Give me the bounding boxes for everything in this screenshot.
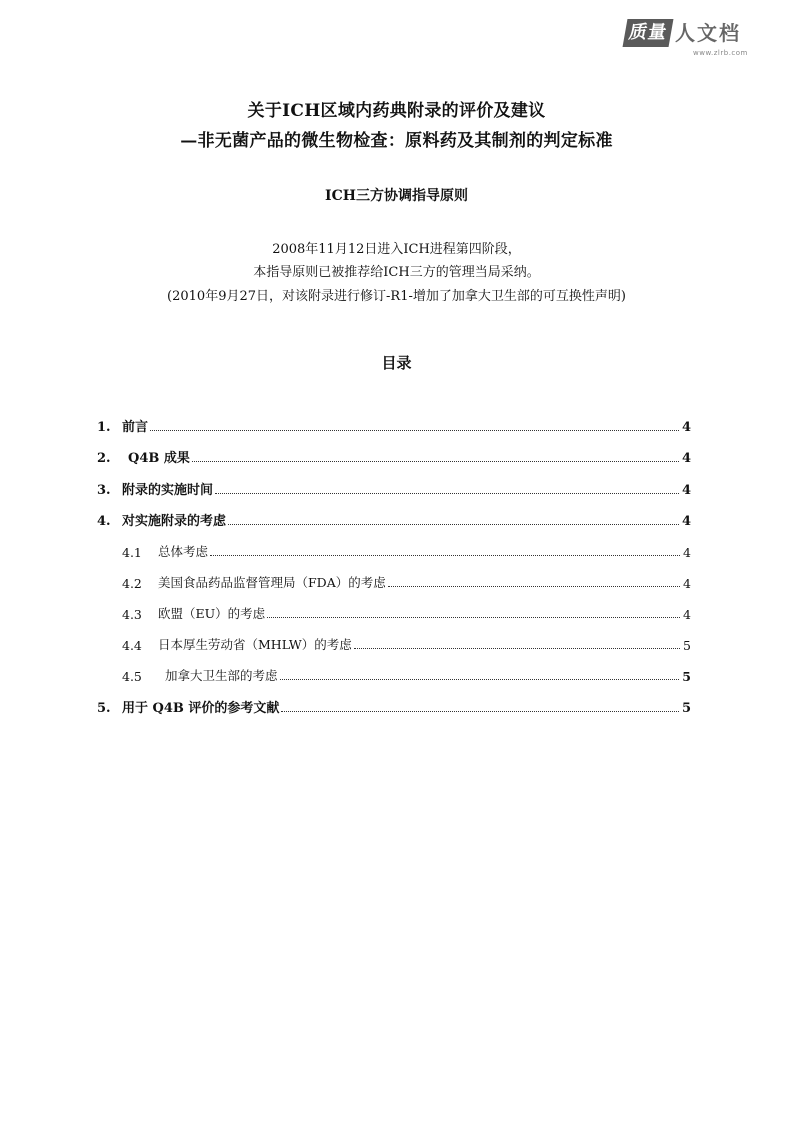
toc-entry-label: 用于 Q4B 评价的参考文献	[122, 701, 280, 716]
toc-entry-implementation-time[interactable]	[97, 478, 691, 498]
toc-entry-number: 2.	[97, 451, 111, 466]
toc-entry-page: 4	[683, 545, 691, 560]
toc-entry-mhlw-considerations[interactable]	[97, 633, 691, 653]
toc-entry-page: 4	[683, 576, 691, 591]
toc-leader-dots	[215, 492, 679, 494]
toc-entry-number: 4.	[97, 514, 111, 529]
toc-entry-references[interactable]	[97, 696, 691, 716]
toc-entry-q4b-outcome[interactable]	[97, 446, 691, 466]
logo-badge: 质量	[623, 19, 674, 47]
toc-leader-dots	[354, 647, 680, 649]
toc-entry-label: 加拿大卫生部的考虑	[165, 668, 278, 683]
toc-entry-label: 日本厚生劳动省（MHLW）的考虑	[158, 637, 352, 652]
toc-entry-number: 3.	[97, 483, 111, 498]
toc-entry-number: 5.	[97, 701, 111, 716]
logo-text: 人文档	[675, 21, 741, 45]
toc-leader-dots	[210, 554, 680, 556]
toc-entry-page: 4	[681, 420, 691, 435]
toc-entry-label: Q4B 成果	[128, 451, 190, 466]
info-line-1: 2008年11月12日进入ICH进程第四阶段，	[272, 242, 521, 257]
toc-entry-number: 4.1	[122, 545, 142, 560]
toc-leader-dots	[192, 460, 679, 462]
toc-entry-general-considerations[interactable]	[97, 540, 691, 560]
toc-entry-number: 4.3	[122, 607, 142, 622]
document-title-line-1: 关于ICH区域内药典附录的评价及建议	[247, 101, 546, 121]
toc-entry-page: 4	[681, 514, 691, 529]
toc-entry-page: 5	[681, 701, 691, 716]
logo-url: www.zlrb.com	[693, 49, 748, 57]
toc-entry-page: 4	[683, 607, 691, 622]
toc-entry-preface[interactable]	[97, 415, 691, 435]
toc-entry-label: 前言	[122, 420, 149, 435]
toc-entry-number: 1.	[97, 420, 111, 435]
info-line-3: (2010年9月27日，对该附录进行修订-R1-增加了加拿大卫生部的可互换性声明)	[167, 289, 626, 304]
toc-entry-page: 4	[681, 451, 691, 466]
toc-entry-label: 美国食品药品监督管理局（FDA）的考虑	[158, 575, 386, 590]
toc-entry-considerations[interactable]	[97, 509, 691, 529]
toc-heading: 目录	[381, 354, 412, 372]
toc-leader-dots	[280, 678, 680, 680]
toc-entry-page: 4	[681, 483, 691, 498]
toc-leader-dots	[150, 429, 679, 431]
toc-entry-label: 总体考虑	[158, 544, 209, 559]
watermark-logo	[625, 18, 775, 64]
toc-entry-label: 附录的实施时间	[122, 483, 214, 498]
toc-entry-page: 5	[683, 638, 691, 653]
toc-entry-label: 对实施附录的考虑	[122, 514, 227, 529]
toc-entry-label: 欧盟（EU）的考虑	[158, 606, 266, 621]
toc-entry-eu-considerations[interactable]	[97, 602, 691, 622]
toc-entry-number: 4.4	[122, 638, 142, 653]
toc-entry-fda-considerations[interactable]	[97, 571, 691, 591]
toc-leader-dots	[228, 523, 679, 525]
toc-entry-number: 4.5	[122, 669, 142, 684]
toc-leader-dots	[281, 710, 679, 712]
document-title-line-2: —非无菌产品的微生物检查：原料药及其制剂的判定标准	[180, 131, 613, 151]
toc-entry-page: 5	[682, 669, 691, 684]
toc-entry-number: 4.2	[122, 576, 142, 591]
info-line-2: 本指导原则已被推荐给ICH三方的管理当局采纳。	[253, 265, 540, 280]
toc-entry-health-canada-considerations[interactable]	[97, 664, 691, 684]
toc-leader-dots	[388, 585, 680, 587]
document-subtitle: ICH三方协调指导原则	[325, 188, 468, 204]
toc-leader-dots	[267, 616, 680, 618]
